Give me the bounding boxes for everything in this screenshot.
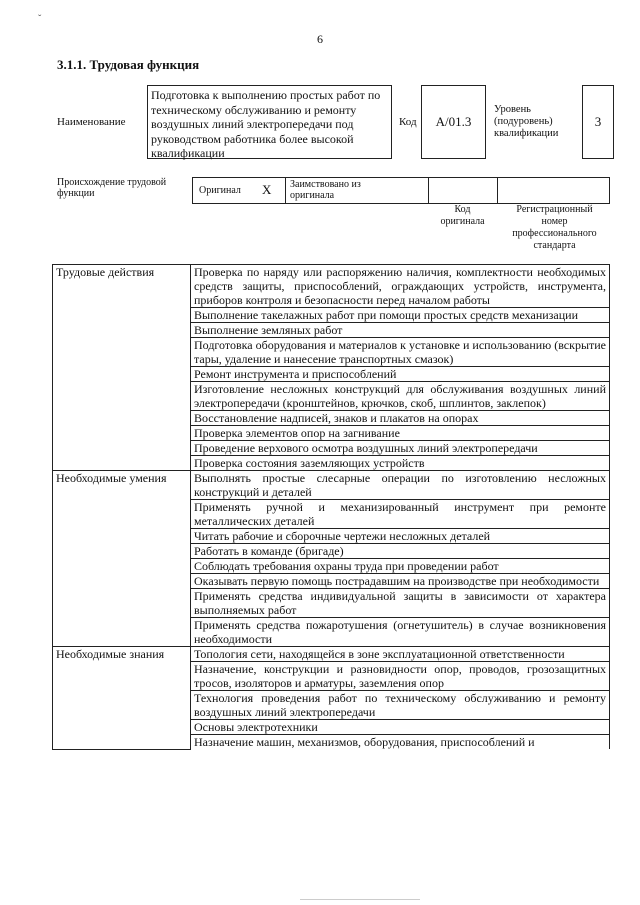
- borrowed-label-line: Заимствовано из: [290, 179, 361, 190]
- table-cell: Назначение машин, механизмов, оборудования, приспособлений и: [191, 735, 610, 750]
- table-cell: Изготовление несложных конструкций для обслуживания воздушных линий электропередачи (кронштейнов, крючков, скоб, шплинтов, заклепок): [191, 382, 610, 411]
- table-cell: Назначение, конструкции и разновидности опор, проводов, грозозащитных тросов, изоляторов и арматуры, заземления опор: [191, 662, 610, 691]
- corner-mark: ˇ: [38, 14, 42, 25]
- table-cell: Проведение верхового осмотра воздушных линий электропередачи: [191, 441, 610, 456]
- origin-label-line: функции: [57, 188, 95, 199]
- kod-originala-line: оригинала: [440, 216, 485, 227]
- table-cell: Топология сети, находящейся в зоне эксплуатационной ответственности: [191, 647, 610, 662]
- page-number: 6: [317, 32, 323, 46]
- table-cell: Применять средства индивидуальной защиты в зависимости от характера выполняемых работ: [191, 589, 610, 618]
- reg-nomer-line: номер: [541, 216, 568, 227]
- origin-row: [192, 177, 610, 204]
- table-cell: Проверка элементов опор на загнивание: [191, 426, 610, 441]
- table-row: [53, 647, 610, 662]
- kod-value: [421, 85, 486, 159]
- origin-label-line: Происхождение трудовой: [57, 177, 167, 188]
- table-cell: Ремонт инструмента и приспособлений: [191, 367, 610, 382]
- uroven-label-line: (подуровень): [494, 116, 553, 127]
- table-row: [53, 265, 610, 308]
- section-heading: 3.1.1. Трудовая функция: [57, 57, 200, 72]
- uroven-label-line: Уровень: [494, 104, 531, 115]
- table-cell: Выполнять простые слесарные операции по изготовлению несложных конструкций и деталей: [191, 471, 610, 500]
- kod-originala-label: [428, 204, 497, 228]
- table-cell: Соблюдать требования охраны труда при проведении работ: [191, 559, 610, 574]
- origin-label: [57, 177, 166, 199]
- original-cell: [193, 178, 286, 203]
- page-edge-line: [300, 899, 420, 900]
- reg-nomer-label: [497, 204, 612, 252]
- uroven-label-line: квалификации: [494, 128, 559, 139]
- table-row: [53, 471, 610, 500]
- section-title-skills: Необходимые умения: [53, 471, 191, 647]
- uroven-value: [582, 85, 614, 159]
- section-title-knowledge: Необходимые знания: [53, 647, 191, 750]
- table-cell: Основы электротехники: [191, 720, 610, 735]
- table-cell: Выполнение земляных работ: [191, 323, 610, 338]
- uroven-label: [494, 104, 558, 140]
- naimenovanie-label: Наименование: [57, 116, 126, 128]
- table-cell: Проверка состояния заземляющих устройств: [191, 456, 610, 471]
- reg-nomer-line: профессионального: [512, 228, 597, 239]
- table-cell: Технология проведения работ по техническому обслуживанию и ремонту воздушных линий электропередачи: [191, 691, 610, 720]
- table-cell: Применять средства пожаротушения (огнетушитель) в случае возникновения необходимости: [191, 618, 610, 647]
- kod-value-text: А/01.3: [435, 114, 472, 129]
- table-cell: Оказывать первую помощь пострадавшим на производстве при необходимости: [191, 574, 610, 589]
- kod-label: Код: [399, 116, 417, 128]
- original-mark: X: [262, 182, 272, 197]
- borrowed-label-line: оригинала: [290, 190, 335, 201]
- function-details-table: [52, 264, 610, 750]
- table-cell: Восстановление надписей, знаков и плакатов на опорах: [191, 411, 610, 426]
- reg-nomer-cell: [498, 178, 609, 203]
- borrowed-cell: [286, 178, 429, 203]
- kod-originala-line: Код: [454, 204, 471, 215]
- original-label: Оригинал: [199, 185, 241, 196]
- table-cell: Подготовка оборудования и материалов к установке и использованию (вскрытие тары, удаление и нанесение транспортных смазок): [191, 338, 610, 367]
- reg-nomer-line: стандарта: [533, 240, 576, 251]
- table-cell: Работать в команде (бригаде): [191, 544, 610, 559]
- section-title-actions: Трудовые действия: [53, 265, 191, 471]
- uroven-value-text: 3: [594, 114, 602, 129]
- reg-nomer-line: Регистрационный: [516, 204, 593, 215]
- borrowed-label: [290, 179, 361, 201]
- table-cell: Читать рабочие и сборочные чертежи несложных деталей: [191, 529, 610, 544]
- table-cell: Проверка по наряду или распоряжению наличия, комплектности необходимых средств защиты, приспособлений, ограждающих устройств, инструмента, приборов контроля и безопасности перед началом работы: [191, 265, 610, 308]
- table-cell: Выполнение такелажных работ при помощи простых средств механизации: [191, 308, 610, 323]
- kod-originala-cell: [429, 178, 498, 203]
- table-cell: Применять ручной и механизированный инструмент при ремонте металлических деталей: [191, 500, 610, 529]
- function-title: Подготовка к выполнению простых работ по техническому обслуживанию и ремонту воздушных линий электропередачи под руководством работника более высокой квалификации: [147, 85, 392, 159]
